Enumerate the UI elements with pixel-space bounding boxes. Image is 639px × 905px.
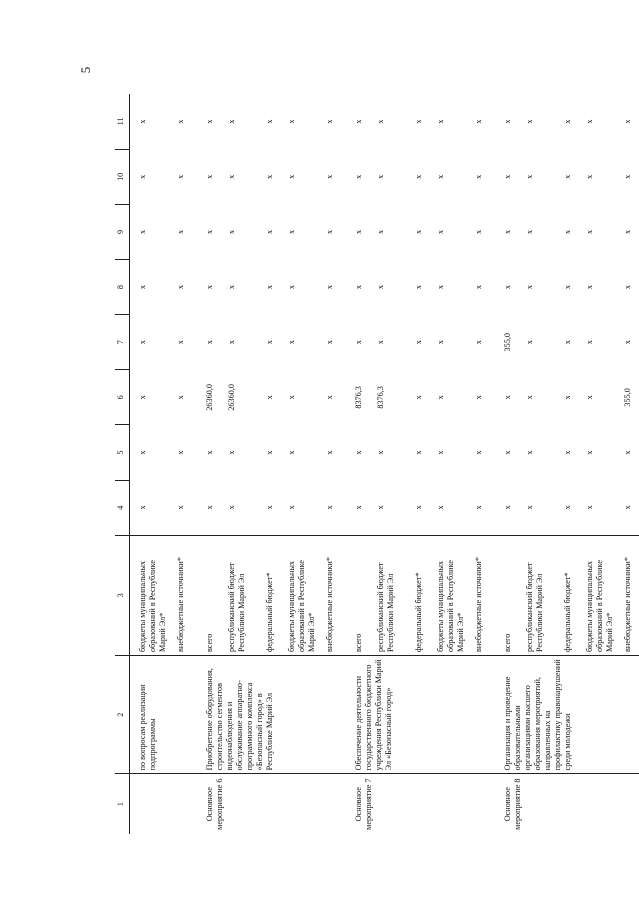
value-cell: х <box>227 174 236 179</box>
value-cell: х <box>474 450 483 455</box>
value-cell: х <box>287 229 296 234</box>
funding-source-cell: федеральный бюджет* <box>562 535 584 655</box>
value-cell: х <box>585 174 594 179</box>
value-cell: х <box>227 285 236 290</box>
funding-source-cell: внебюджетные источники* <box>175 535 197 655</box>
value-cell: х <box>623 229 632 234</box>
header-cell: 4 <box>115 480 130 535</box>
header-row <box>115 94 130 834</box>
value-cell: х <box>227 450 236 455</box>
header-cell: 9 <box>115 204 130 259</box>
header-cell: 11 <box>115 94 130 149</box>
value-cell: х <box>325 174 334 179</box>
header-cell: 10 <box>115 149 130 204</box>
value-cell: х <box>376 229 385 234</box>
value-cell: х <box>287 174 296 179</box>
value-cell: х <box>287 395 296 400</box>
value-cell: х <box>436 505 445 510</box>
table-row <box>346 94 375 834</box>
header-cell: 3 <box>115 535 130 655</box>
value-cell: х <box>265 450 274 455</box>
value-cell: х <box>376 285 385 290</box>
funding-source-cell: всего <box>495 535 524 655</box>
header-cell: 1 <box>115 774 130 834</box>
value-cell: х <box>138 395 147 400</box>
value-cell: х <box>138 505 147 510</box>
value-cell: х <box>563 229 572 234</box>
value-cell: х <box>436 119 445 124</box>
value-cell: х <box>585 119 594 124</box>
funding-source-cell: бюджеты муниципальных образований в Республике Марий Эл* <box>435 535 473 655</box>
value-cell: 8376,3 <box>354 386 363 409</box>
funding-source-cell: республиканский бюджет Республики Марий Эл <box>524 535 562 655</box>
value-cell: х <box>176 395 185 400</box>
value-cell: х <box>436 450 445 455</box>
value-cell: х <box>503 174 512 179</box>
table-body <box>130 94 639 834</box>
rotated-table-container <box>115 94 632 834</box>
value-cell: х <box>176 229 185 234</box>
header-cell: 5 <box>115 425 130 480</box>
value-cell: х <box>138 229 147 234</box>
funding-source-cell: бюджеты муниципальных образований в Республике Марий Эл* <box>584 535 622 655</box>
value-cell: х <box>525 174 534 179</box>
value-cell: х <box>287 450 296 455</box>
table-wrapper <box>115 94 632 834</box>
value-cell: х <box>585 340 594 345</box>
value-cell: х <box>474 285 483 290</box>
header-cell: 8 <box>115 260 130 315</box>
value-cell: х <box>525 285 534 290</box>
value-cell: х <box>436 340 445 345</box>
value-cell: х <box>503 395 512 400</box>
value-cell: х <box>623 119 632 124</box>
value-cell: х <box>376 450 385 455</box>
measure-label-cell <box>130 774 198 834</box>
value-cell: х <box>503 229 512 234</box>
table-row <box>495 94 524 834</box>
value-cell: х <box>376 119 385 124</box>
value-cell: х <box>414 340 423 345</box>
value-cell: 355,0 <box>503 333 512 352</box>
value-cell: х <box>176 505 185 510</box>
measure-title-cell: по вопросам реализации подпрограммы <box>130 656 198 774</box>
value-cell: х <box>414 174 423 179</box>
value-cell: х <box>265 340 274 345</box>
value-cell: х <box>325 119 334 124</box>
value-cell: х <box>623 285 632 290</box>
value-cell: х <box>205 174 214 179</box>
value-cell: 26360,0 <box>205 384 214 411</box>
value-cell: х <box>325 340 334 345</box>
value-cell: х <box>138 119 147 124</box>
value-cell: х <box>227 505 236 510</box>
value-cell: х <box>205 450 214 455</box>
value-cell: х <box>436 229 445 234</box>
value-cell: х <box>176 119 185 124</box>
value-cell: х <box>205 340 214 345</box>
funding-source-cell: бюджеты муниципальных образований в Республике Марий Эл* <box>130 535 176 655</box>
funding-source-cell: бюджеты муниципальных образований в Республике Марий Эл* <box>286 535 324 655</box>
value-cell: х <box>525 119 534 124</box>
value-cell: х <box>414 285 423 290</box>
value-cell: х <box>503 119 512 124</box>
value-cell: х <box>325 395 334 400</box>
measure-title-cell: Обеспечение деятельности государственного бюджетного учреждения Республики Марий Эл «Безопасный город» <box>346 656 495 774</box>
value-cell: х <box>503 285 512 290</box>
value-cell: х <box>376 340 385 345</box>
value-cell: х <box>623 174 632 179</box>
value-cell: х <box>563 340 572 345</box>
value-cell: х <box>265 119 274 124</box>
value-cell: х <box>265 505 274 510</box>
measure-label-cell: Основное мероприятие 8 <box>495 774 639 834</box>
value-cell: х <box>474 505 483 510</box>
value-cell: х <box>414 229 423 234</box>
funding-source-cell: внебюджетные источники* <box>622 535 639 655</box>
page-number: 5 <box>78 66 93 74</box>
header-cell: 6 <box>115 370 130 425</box>
value-cell: х <box>623 340 632 345</box>
value-cell: х <box>474 174 483 179</box>
header-cell: 2 <box>115 656 130 774</box>
value-cell: х <box>265 174 274 179</box>
funding-source-cell: внебюджетные источники* <box>324 535 346 655</box>
value-cell: х <box>585 450 594 455</box>
value-cell: х <box>205 285 214 290</box>
value-cell: х <box>325 505 334 510</box>
value-cell: х <box>563 119 572 124</box>
value-cell: х <box>176 285 185 290</box>
value-cell: х <box>227 229 236 234</box>
value-cell: х <box>176 340 185 345</box>
header-cell: 7 <box>115 315 130 370</box>
value-cell: х <box>414 505 423 510</box>
value-cell: х <box>287 285 296 290</box>
value-cell: х <box>525 450 534 455</box>
funding-source-cell: всего <box>346 535 375 655</box>
value-cell: х <box>623 450 632 455</box>
value-cell: х <box>585 285 594 290</box>
value-cell: 355,0 <box>623 388 632 407</box>
value-cell: х <box>563 174 572 179</box>
value-cell: 8376,3 <box>376 386 385 409</box>
value-cell: х <box>436 285 445 290</box>
value-cell: х <box>503 505 512 510</box>
value-cell: х <box>585 505 594 510</box>
value-cell: х <box>474 119 483 124</box>
value-cell: х <box>623 505 632 510</box>
value-cell: х <box>525 505 534 510</box>
value-cell: х <box>563 450 572 455</box>
value-cell: х <box>474 229 483 234</box>
value-cell: 26360,0 <box>227 384 236 411</box>
value-cell: х <box>354 285 363 290</box>
value-cell: х <box>376 505 385 510</box>
value-cell: х <box>585 395 594 400</box>
measure-label-cell: Основное мероприятие 7 <box>346 774 495 834</box>
value-cell: х <box>138 450 147 455</box>
value-cell: х <box>414 119 423 124</box>
value-cell: х <box>265 229 274 234</box>
measure-label-cell: Основное мероприятие 6 <box>197 774 346 834</box>
value-cell: х <box>503 450 512 455</box>
value-cell: х <box>138 340 147 345</box>
value-cell: х <box>585 229 594 234</box>
value-cell: х <box>525 395 534 400</box>
value-cell: х <box>354 174 363 179</box>
value-cell: х <box>227 340 236 345</box>
funding-source-cell: республиканский бюджет Республики Марий Эл <box>226 535 264 655</box>
funding-source-cell: федеральный бюджет* <box>413 535 435 655</box>
value-cell: х <box>265 285 274 290</box>
value-cell: х <box>265 395 274 400</box>
value-cell: х <box>325 285 334 290</box>
value-cell: х <box>474 395 483 400</box>
value-cell: х <box>325 229 334 234</box>
value-cell: х <box>436 174 445 179</box>
value-cell: х <box>205 119 214 124</box>
value-cell: х <box>354 450 363 455</box>
value-cell: х <box>563 395 572 400</box>
value-cell: х <box>205 505 214 510</box>
funding-source-cell: республиканский бюджет Республики Марий Эл <box>375 535 413 655</box>
table-row <box>130 94 176 834</box>
value-cell: х <box>205 229 214 234</box>
value-cell: х <box>414 395 423 400</box>
value-cell: х <box>354 119 363 124</box>
value-cell: х <box>414 450 423 455</box>
value-cell: х <box>563 285 572 290</box>
value-cell: х <box>325 450 334 455</box>
value-cell: х <box>525 229 534 234</box>
value-cell: х <box>354 505 363 510</box>
value-cell: х <box>287 340 296 345</box>
value-cell: х <box>176 450 185 455</box>
value-cell: х <box>287 119 296 124</box>
table-row <box>197 94 226 834</box>
value-cell: х <box>376 174 385 179</box>
funding-source-cell: федеральный бюджет* <box>264 535 286 655</box>
measure-title-cell: Организация и проведение образовательными организациями высшего образования мероприятий, направленных на профилактику правонарушений среди молодежи <box>495 656 639 774</box>
funding-table <box>115 94 639 834</box>
value-cell: х <box>436 395 445 400</box>
value-cell: х <box>138 285 147 290</box>
value-cell: х <box>354 340 363 345</box>
funding-source-cell: всего <box>197 535 226 655</box>
value-cell: х <box>287 505 296 510</box>
value-cell: х <box>138 174 147 179</box>
value-cell: х <box>525 340 534 345</box>
value-cell: х <box>227 119 236 124</box>
value-cell: х <box>563 505 572 510</box>
measure-title-cell: Приобретение оборудования, строительство сегментов видеонаблюдения и обслуживание аппаратно-программного комплекса «Безопасный город» в Республике Марий Эл <box>197 656 346 774</box>
value-cell: х <box>176 174 185 179</box>
funding-source-cell: внебюджетные источники* <box>473 535 495 655</box>
value-cell: х <box>474 340 483 345</box>
value-cell: х <box>354 229 363 234</box>
